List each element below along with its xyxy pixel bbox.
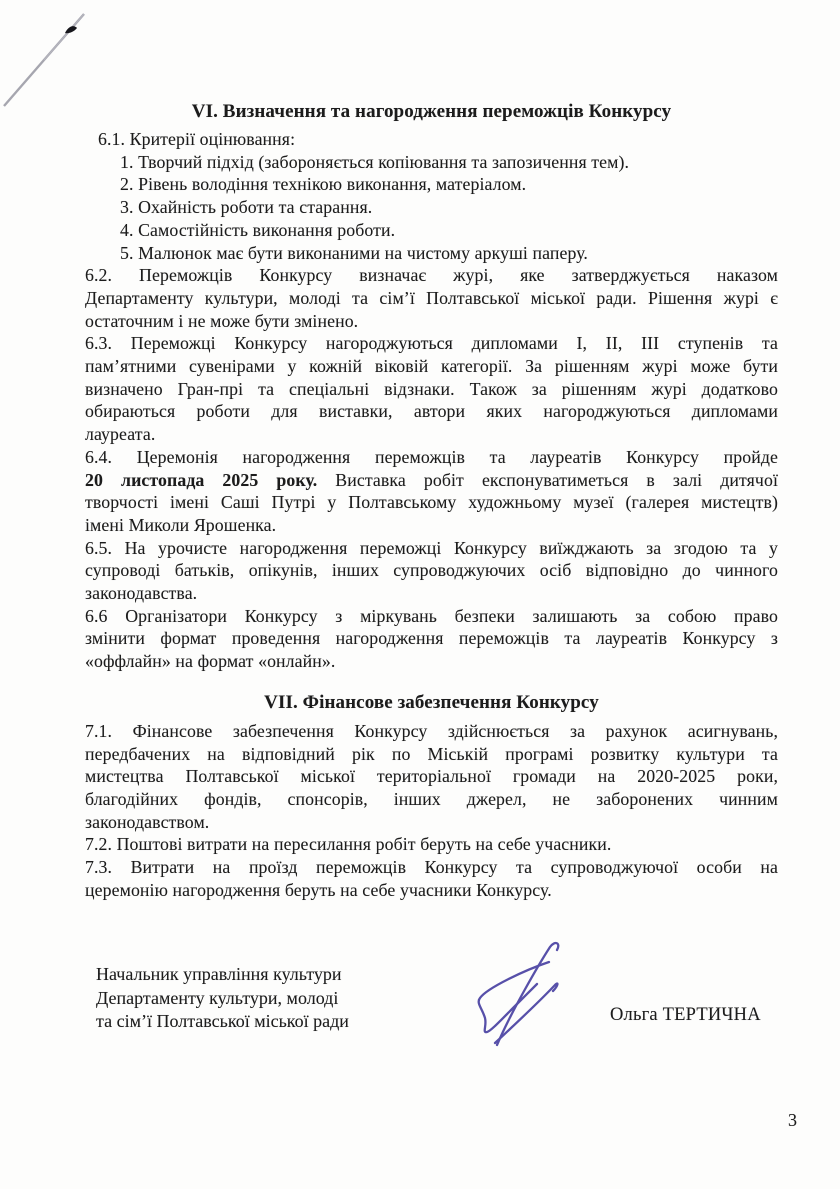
text-line: та сім’ї Полтавської міської ради	[96, 1011, 349, 1031]
text-line: передбачених на відповідний рік по Міській програмі розвитку культури та	[85, 743, 778, 764]
text-line: визначено Гран-прі та спеціальні відзнаки. Також за рішенням журі додатково	[85, 378, 778, 399]
criteria-item-5: 5. Малюнок має бути виконаними на чистому аркуші паперу.	[120, 242, 588, 263]
section-vi-heading: VI. Визначення та нагородження переможців Конкурсу	[191, 101, 672, 122]
text-line: 6.4. Церемонія нагородження переможців та лауреатів Конкурсу пройде	[85, 446, 778, 467]
text-line: церемонію нагородження беруть на себе учасники Конкурсу.	[85, 879, 552, 900]
text-line: Департаменту культури, молоді та сім’ї Полтавської міської ради. Рішення журі є	[85, 287, 778, 308]
text-line: благодійних фондів, спонсорів, інших джерел, не заборонених чинним	[85, 788, 778, 809]
clause-6-3	[85, 332, 778, 446]
text-line: 6.2. Переможців Конкурсу визначає журі, яке затверджується наказом	[85, 265, 778, 286]
text-line: 20 листопада 2025 року. Виставка робіт експонуватиметься в залі дитячої	[85, 469, 778, 490]
text-line: лауреата.	[85, 424, 156, 445]
text-line: 7.3. Витрати на проїзд переможців Конкурсу та супроводжуючої особи на	[85, 857, 778, 878]
text-line: 6.3. Переможці Конкурсу нагороджуються дипломами I, II, III ступенів та	[85, 333, 778, 354]
section-vii-heading: VII. Фінансове забезпечення Конкурсу	[264, 691, 599, 713]
text-line: законодавства.	[85, 583, 198, 604]
clause-6-4	[85, 446, 778, 537]
text-line: 7.1. Фінансове забезпечення Конкурсу здійснюється за рахунок асигнувань,	[85, 720, 778, 741]
text-line: законодавством.	[85, 811, 210, 832]
text-line: Департаменту культури, молоді	[96, 987, 339, 1008]
clause-7-3	[85, 856, 778, 901]
text-line: 6.6 Організатори Конкурсу з міркувань безпеки залишають за собою право	[85, 605, 778, 626]
text-line: мистецтва Полтавської міської територіальної громади на 2020-2025 роки,	[85, 766, 778, 787]
text-line: обираються роботи для виставки, автори яких нагороджуються дипломами	[85, 401, 778, 422]
text-line: імені Миколи Ярошенка.	[85, 514, 277, 535]
clause-7-1	[85, 720, 778, 834]
text-line: 6.5. На урочисте нагородження переможці Конкурсу виїжджають за згодою та у	[85, 537, 778, 558]
clause-6-1: 6.1. Критерії оцінювання:	[98, 129, 296, 149]
text-line: «оффлайн» на формат «онлайн».	[85, 651, 336, 672]
text-line: Начальник управління культури	[96, 964, 342, 984]
signatory-name: Ольга ТЕРТИЧНА	[610, 1005, 761, 1025]
text-line: творчості імені Саші Путрі у Полтавському художньому музеї (галерея мистецтв)	[85, 492, 778, 513]
clause-7-2: 7.2. Поштові витрати на пересилання робіт беруть на себе учасники.	[85, 834, 612, 855]
document-body	[85, 99, 778, 902]
criteria-item-3: 3. Охайність роботи та старання.	[120, 197, 373, 218]
text-line: змінити формат проведення нагородження переможців та лауреатів Конкурсу з	[85, 628, 778, 649]
handwritten-signature	[473, 940, 569, 1052]
evaluation-criteria-list	[85, 151, 778, 265]
criteria-item-2: 2. Рівень володіння технікою виконання, матеріалом.	[120, 174, 527, 195]
clause-6-6	[85, 605, 778, 673]
page-number: 3	[788, 1110, 797, 1130]
text-line: супроводі батьків, опікунів, інших супроводжуючих осіб відповідно до чинного	[85, 560, 778, 581]
text-line: пам’ятними сувенірами у кожній віковій категорії. За рішенням журі може бути	[85, 356, 778, 377]
official-title	[96, 963, 349, 1034]
clause-6-5	[85, 537, 778, 605]
criteria-item-1: 1. Творчий підхід (забороняється копіювання та запозичення тем).	[120, 151, 630, 172]
criteria-item-4: 4. Самостійність виконання роботи.	[120, 219, 396, 240]
text-line: остаточним і не може бути змінено.	[85, 310, 359, 331]
clause-6-2	[85, 264, 778, 332]
